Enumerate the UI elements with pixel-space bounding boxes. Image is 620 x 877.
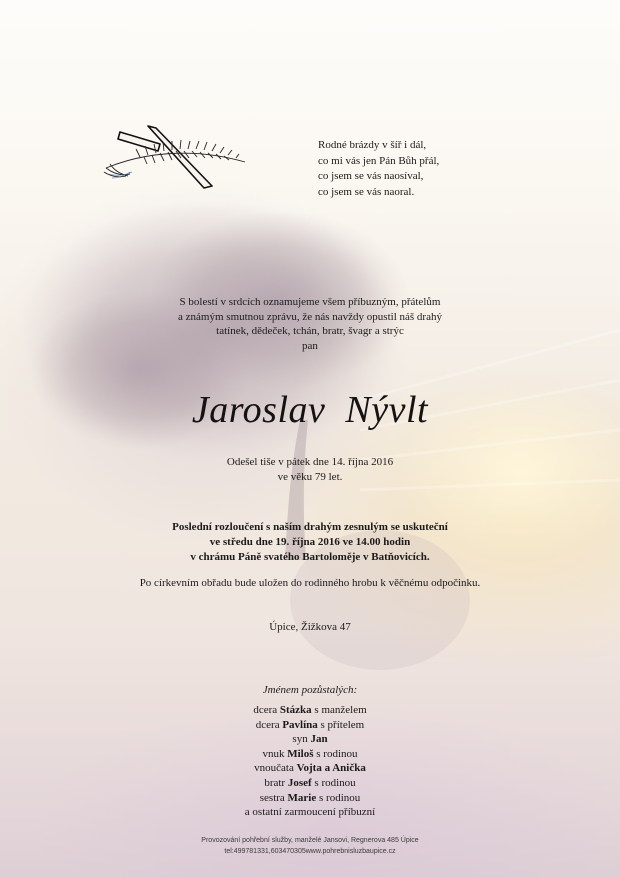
relation: vnuk	[262, 747, 288, 760]
family-address: Úpice, Žižkova 47	[269, 621, 351, 633]
relation: syn	[292, 733, 311, 746]
mourner-name: Marie	[287, 791, 317, 804]
relation: vnoučata	[254, 762, 297, 775]
mourner-entry	[60, 703, 560, 718]
mourner-name: Pavlína	[282, 718, 318, 731]
footer-line: Provozování pohřební služby, manželé Jansovi, Regnerova 485 Úpice	[201, 837, 419, 844]
mourners-list	[60, 703, 560, 820]
mourners-heading: Jménem pozůstalých:	[262, 684, 358, 696]
funeral-line: Poslední rozloučení s naším drahým zesnulým se uskuteční	[172, 521, 448, 533]
mourner-entry	[60, 747, 560, 762]
companion: s přítelem	[317, 718, 365, 731]
relation: dcera	[255, 718, 283, 731]
poem-line: Rodné brázdy v šíř i dál,	[318, 139, 427, 151]
death-announcement	[60, 295, 560, 353]
deceased-name: Jaroslav Nývlt	[191, 389, 429, 431]
announcement-line: pan	[302, 339, 318, 352]
mourner-name: Josef	[287, 776, 312, 789]
funeral-service-footer	[60, 835, 560, 857]
companion: s rodinou	[316, 791, 361, 804]
relation: sestra	[259, 791, 288, 804]
poem-line: co mi vás jen Pán Bůh přál,	[318, 154, 440, 167]
footer-line: tel:499781331,603470305www.pohrebnisluzbaupice.cz	[224, 848, 396, 855]
poem-line: co jsem se vás naosíval,	[318, 170, 424, 182]
mourner-name: Jan	[310, 733, 328, 746]
poem-verse	[318, 138, 548, 200]
companion: s rodinou	[311, 776, 356, 789]
mourner-entry	[60, 776, 560, 791]
mourner-name: Miloš	[287, 747, 314, 760]
funeral-line: ve středu dne 19. října 2016 ve 14.00 hodin	[209, 536, 411, 548]
relation: bratr	[264, 776, 288, 789]
relation: a ostatní zarmoucení příbuzní	[244, 806, 376, 819]
mourner-entry	[60, 805, 560, 820]
burial-note: Po církevním obřadu bude uložen do rodinného hrobu k věčnému odpočinku.	[139, 577, 481, 589]
poem-line: co jsem se vás naoral.	[318, 185, 415, 198]
relation: dcera	[253, 704, 280, 716]
companion: s rodinou	[313, 747, 358, 760]
mourner-entry	[60, 761, 560, 776]
announcement-line: S bolestí v srdcích oznamujeme všem příbuzným, přátelům	[179, 296, 441, 308]
companion: s manželem	[311, 704, 367, 716]
announcement-line: a známým smutnou zprávu, že nás navždy opustil náš drahý	[178, 310, 442, 323]
mourner-entry	[60, 718, 560, 733]
departure-info	[60, 455, 560, 484]
funeral-line: v chrámu Páně svatého Bartoloměje v Batňovicích.	[190, 551, 430, 563]
mourner-name: Vojta a Anička	[296, 762, 366, 775]
cross-with-palm-branch-icon	[100, 124, 250, 192]
announcement-line: tatínek, dědeček, tchán, bratr, švagr a strýc	[216, 325, 404, 337]
mourner-name: Stázka	[279, 704, 312, 716]
departure-line: ve věku 79 let.	[277, 470, 343, 483]
funeral-details	[60, 520, 560, 565]
mourner-entry	[60, 732, 560, 747]
departure-line: Odešel tiše v pátek dne 14. října 2016	[226, 456, 394, 468]
mourner-entry	[60, 791, 560, 806]
